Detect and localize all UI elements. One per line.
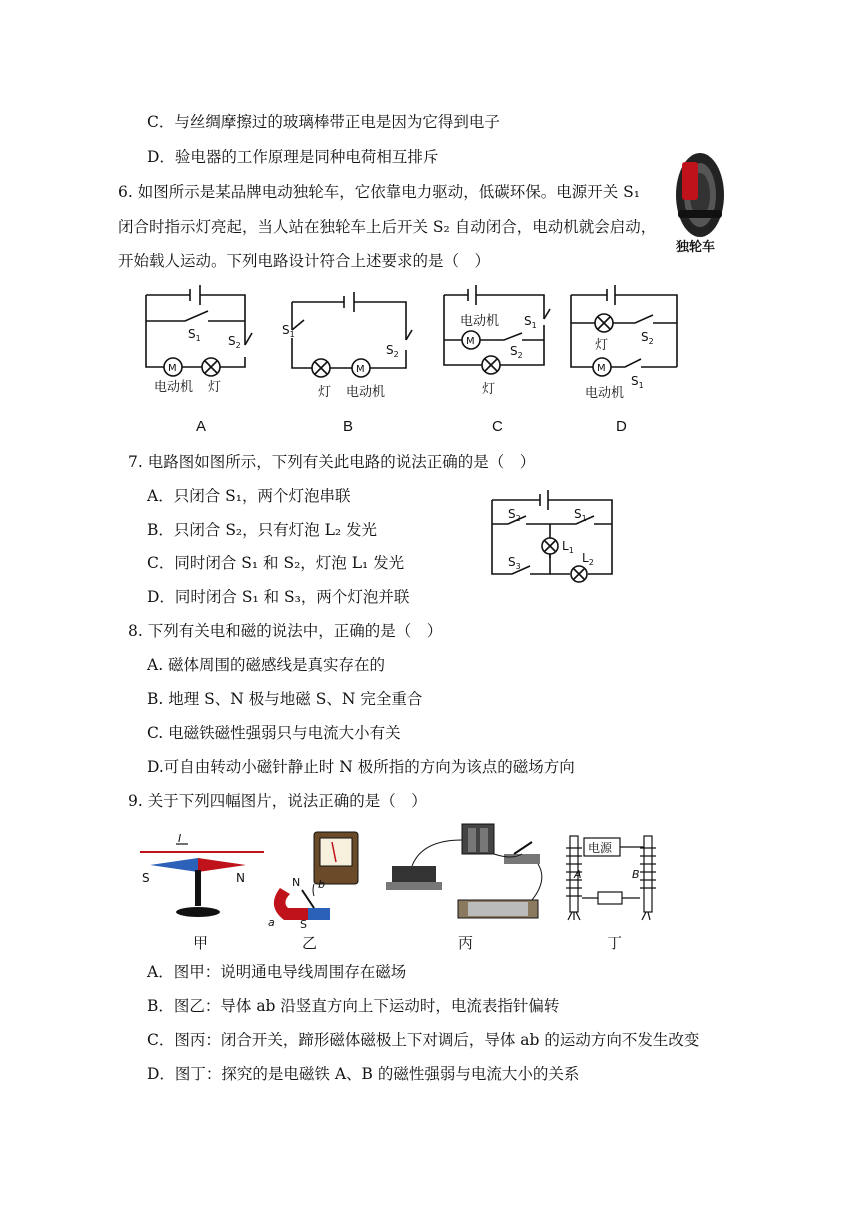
q9-option-c: C．图丙：闭合开关，蹄形磁体磁极上下对调后，导体 ab 的运动方向不发生改变 [147, 1031, 700, 1049]
svg-text:L1: $L_1$ [562, 539, 574, 555]
q6-stem-line3: 开始载人运动。下列电路设计符合上述要求的是（ ） [118, 252, 491, 270]
svg-text:B: B [632, 868, 640, 881]
figure-ding-electromagnets [558, 828, 668, 928]
svg-text:S2: $S_2$ [641, 330, 654, 346]
q7-option-b: B．只闭合 S₂，只有灯泡 L₂ 发光 [147, 521, 378, 539]
svg-text:L2: $L_2$ [582, 551, 594, 567]
svg-text:I: I [178, 832, 182, 845]
svg-text:S1: $S_1$ [524, 314, 537, 330]
unicycle-caption: 独轮车 [676, 239, 716, 254]
svg-text:S2: $S_2$ [510, 344, 523, 360]
svg-text:电源: 电源 [588, 841, 613, 855]
svg-text:电动机: 电动机 [346, 385, 386, 400]
circuit-b-diagram [282, 290, 416, 405]
circuit-a-diagram [140, 285, 260, 400]
svg-text:N: N [236, 871, 245, 885]
circuit-c-caption: C [492, 418, 503, 435]
q7-option-d: D．同时闭合 S₁ 和 S₃，两个灯泡并联 [147, 588, 410, 606]
svg-text:S1: $S_1$ [574, 507, 587, 523]
svg-text:S1: $S_1$ [188, 327, 201, 343]
svg-text:灯: 灯 [595, 338, 609, 353]
q9-option-a: A．图甲：说明通电导线周围存在磁场 [147, 963, 407, 981]
svg-text:S2: $S_2$ [228, 334, 241, 350]
svg-text:a: a [268, 916, 275, 929]
circuit-c-diagram [438, 285, 553, 400]
svg-text:S: S [300, 918, 307, 931]
svg-text:灯: 灯 [208, 380, 222, 395]
svg-text:b: b [318, 878, 325, 891]
q6-stem-line2: 闭合时指示灯亮起，当人站在独轮车上后开关 S₂ 自动闭合，电动机就会启动， [118, 218, 657, 236]
svg-text:灯: 灯 [318, 385, 332, 400]
svg-text:M: M [356, 364, 365, 375]
q6-stem-line1: 6. 如图所示是某品牌电动独轮车，它依靠电力驱动，低碳环保。电源开关 S₁ [118, 183, 640, 201]
svg-text:S2: $S_2$ [386, 343, 399, 359]
svg-text:M: M [466, 336, 475, 347]
svg-text:S3: $S_3$ [508, 555, 521, 571]
figure-ding-caption: 丁 [607, 935, 623, 952]
svg-text:M: M [597, 363, 606, 374]
svg-text:S: S [142, 871, 150, 885]
q9-stem: 9. 关于下列四幅图片，说法正确的是（ ） [128, 792, 427, 810]
svg-text:电动机: 电动机 [460, 314, 500, 329]
figure-bing-caption: 丙 [458, 935, 474, 952]
circuit-b-caption: B [343, 418, 354, 435]
svg-text:S1: $S_1$ [282, 323, 295, 339]
q9-option-b: B．图乙：导体 ab 沿竖直方向上下运动时，电流表指针偏转 [147, 997, 560, 1015]
circuit-d-diagram [565, 285, 685, 405]
q8-option-a: A. 磁体周围的磁感线是真实存在的 [147, 656, 386, 674]
svg-text:S2: $S_2$ [508, 507, 521, 523]
figure-yi-caption: 乙 [302, 935, 318, 952]
q8-option-b: B. 地理 S、N 极与地磁 S、N 完全重合 [147, 690, 423, 708]
figure-yi-generator [262, 828, 367, 931]
figure-bing-motor [382, 820, 552, 930]
q7-option-a: A．只闭合 S₁，两个灯泡串联 [147, 487, 351, 505]
figure-jia-caption: 甲 [193, 935, 209, 952]
svg-text:电动机: 电动机 [154, 380, 194, 395]
svg-text:N: N [292, 876, 301, 889]
q8-stem: 8. 下列有关电和磁的说法中，正确的是（ ） [128, 622, 443, 640]
svg-text:A: A [574, 868, 582, 881]
q7-circuit-diagram [486, 488, 616, 583]
q5-option-c: C．与丝绸摩擦过的玻璃棒带正电是因为它得到电子 [147, 113, 500, 131]
q8-option-c: C. 电磁铁磁性强弱只与电流大小有关 [147, 724, 401, 742]
q9-option-d: D．图丁：探究的是电磁铁 A、B 的磁性强弱与电流大小的关系 [147, 1065, 580, 1083]
svg-text:S1: $S_1$ [631, 374, 644, 390]
svg-text:电动机: 电动机 [585, 386, 625, 401]
circuit-a-caption: A [196, 418, 207, 435]
q5-option-d: D．验电器的工作原理是同种电荷相互排斥 [147, 148, 439, 166]
q7-stem: 7. 电路图如图所示，下列有关此电路的说法正确的是（ ） [128, 453, 536, 471]
circuit-d-caption: D [616, 418, 627, 435]
q7-option-c: C．同时闭合 S₁ 和 S₂，灯泡 L₁ 发光 [147, 554, 405, 572]
svg-text:M: M [168, 363, 177, 374]
q8-option-d: D.可自由转动小磁针静止时 N 极所指的方向为该点的磁场方向 [147, 758, 575, 776]
svg-text:灯: 灯 [482, 382, 496, 397]
figure-jia-compass [130, 830, 270, 925]
